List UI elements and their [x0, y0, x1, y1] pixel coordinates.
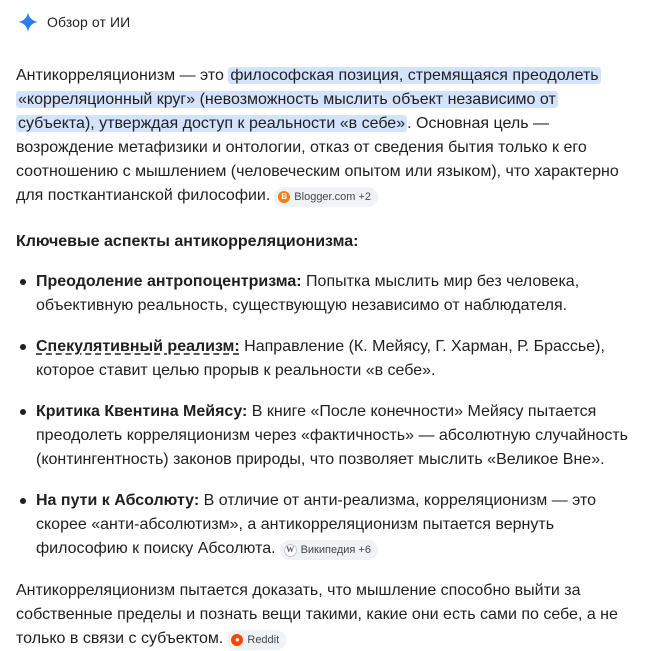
- intro-text-before: Антикорреляционизм — это: [16, 67, 229, 84]
- outro-text: Антикорреляционизм пытается доказать, что мышление способно выйти за собственные пределы и познать вещи такими, какие они есть сами по себе, а не только в связи с субъектом.: [16, 582, 618, 647]
- intro-paragraph: [16, 64, 631, 208]
- outro-paragraph: [16, 579, 631, 651]
- intro-text-after: . Основная цель — возрождение метафизики и онтологии, отказ от сведения бытия только к его соотношению с мышлением (человеческим опытом или языком), что характерно для посткантианской философии.: [16, 115, 619, 204]
- bullet-term: Критика Квентина Мейясу:: [36, 403, 248, 420]
- bullet-text: Направление (К. Мейясу, Г. Харман, Р. Брассье), которое ставит целью прорыв к реальности «в себе».: [36, 338, 605, 379]
- bullet-term: На пути к Абсолюту:: [36, 492, 200, 509]
- key-aspects-list: [16, 270, 631, 561]
- intro-highlighted-definition[interactable]: философская позиция, стремящаяся преодолеть «корреляционный круг» (невозможность мыслить объект независимо от субъекта), утверждая доступ к реальности «в себе»: [18, 67, 599, 132]
- bullet-text: В отличие от анти-реализма, корреляционизм — это скорее «анти-абсолютизм», а антикорреляционизм пытается вернуть философию к поиску Абсолюта.: [36, 492, 597, 557]
- source-chip-reddit[interactable]: [227, 630, 286, 650]
- bullet-text: Попытка мыслить мир без человека, объективную реальность, существующую независимо от наблюдателя.: [36, 273, 580, 314]
- ai-overview-title: Обзор от ИИ: [47, 14, 131, 30]
- section-heading: Ключевые аспекты антикорреляционизма:: [16, 233, 359, 250]
- source-chip-wikipedia[interactable]: [280, 540, 378, 560]
- list-item: [16, 270, 631, 318]
- wikipedia-icon: W: [284, 544, 297, 557]
- source-chip-label: Reddit: [247, 634, 280, 646]
- source-chip-label: Blogger.com +2: [294, 191, 372, 203]
- list-item: [16, 400, 631, 472]
- list-item: [16, 335, 631, 383]
- ai-overview-header: [16, 2, 631, 42]
- gemini-spark-icon: [17, 11, 39, 33]
- list-item: [16, 489, 631, 561]
- source-chip-blogger[interactable]: [274, 187, 378, 207]
- source-chip-label: Википедия +6: [300, 544, 371, 556]
- blogger-icon: B: [278, 191, 290, 203]
- bullet-text: В книге «После конечности» Мейясу пытается преодолеть корреляционизм через «фактичность» — абсолютную случайность (контингентность) законов природы, что позволяет мыслить «Великое Вне».: [36, 403, 628, 468]
- ai-overview-panel: [0, 2, 647, 647]
- bullet-term: Преодоление антропоцентризма:: [36, 273, 302, 290]
- reddit-icon: ●: [231, 634, 243, 646]
- bullet-term-link[interactable]: Спекулятивный реализм:: [36, 338, 240, 355]
